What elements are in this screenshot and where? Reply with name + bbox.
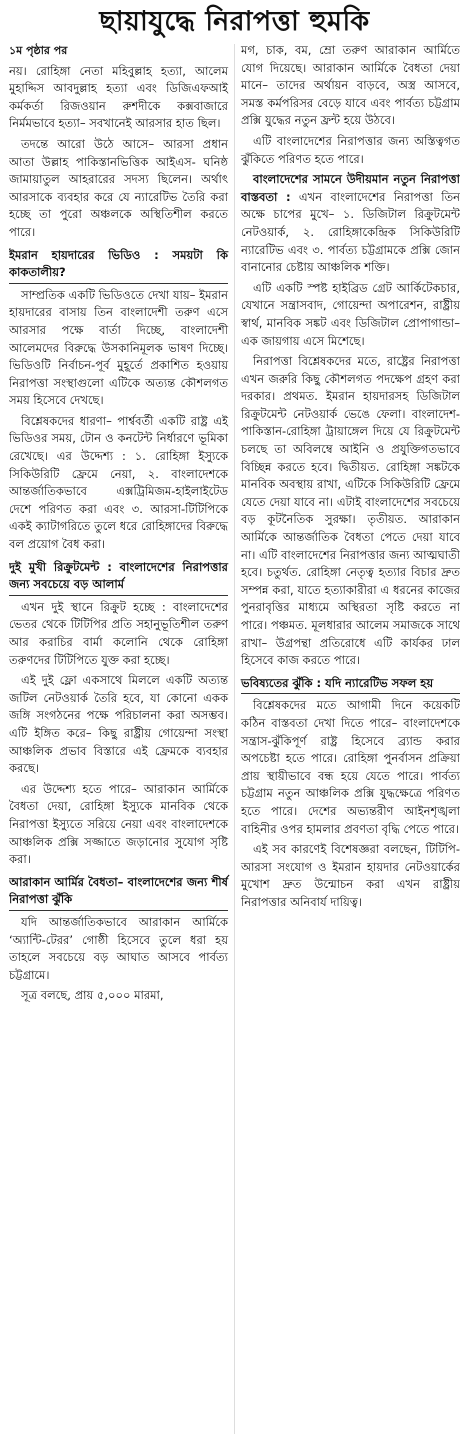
paragraph-text: এখন বাংলাদেশের নিরাপত্তা তিন অক্ষে চাপের মুখে– ১. ডিজিটাল রিক্রুটমেন্ট নেটওয়ার্ক, ২. রোহিঙ্গাকেন্দ্রিক সিকিউরিটি ন্যারেটিভ এবং ৩. পার্বত্য চট্টগ্রামকে প্রক্সি জোন বানানোর চেষ্টায় আঞ্চলিক শক্তি। [241, 189, 460, 275]
paragraph: এটি একটি স্পষ্ট হাইব্রিড গ্রেট আর্কিটেকচার, যেখানে সন্ত্রাসবাদ, গোয়েন্দা অপারেশন, রাষ্ট্রীয় স্বার্থ, মানবিক সঙ্কট এবং ডিজিটাল প্রোপাগান্ডা– এক জায়গায় এসে মিশেছে। [241, 280, 460, 348]
paragraph: যদি আন্তর্জাতিকভাবে আরাকান আর্মিকে ‘অ্যান্টি-টেরর’ গোষ্ঠী হিসেবে তুলে ধরা হয় তাহলে সবচেয়ে বড় আঘাত আসবে পার্বত্য চট্টগ্রামে। [9, 914, 228, 982]
paragraph: মগ, চাক, বম, ম্রো তরুণ আরাকান আর্মিতে যোগ দিয়েছে। আরাকান আর্মিকে বৈধতা দেয়া মানে– তাদের অর্থায়ন বাড়বে, অস্ত্র আসবে, সমস্ত কর্মপরিসর বেড়ে যাবে এবং পার্বত্য চট্টগ্রাম প্রক্সি যুদ্ধের নতুন ফ্রন্ট হয়ে উঠবে। [241, 43, 460, 128]
paragraph: নয়। রোহিঙ্গা নেতা মহিবুল্লাহ হত্যা, আলেম মুহাদ্দিস আবদুল্লাহ হত্যা এবং ডিজিএফআই কর্মকর্তা রিজওয়ান রুশদীকে কক্সবাজারে নির্মমভাবে হত্যা– সবখানেই আরসার হাত ছিল। [9, 63, 228, 131]
subheading: বাংলাদেশের সামনে উদীয়মান নতুন নিরাপত্তা বাস্তবতা : [241, 172, 460, 204]
paragraph-with-lead [241, 171, 460, 277]
paragraph: বিশ্লেষকদের ধারণা– পার্শ্ববর্তী একটি রাষ্ট্র এই ভিডিওর সময়, টোন ও কনটেন্ট নির্ধারণে ভূমিকা রেখেছে। এর উদ্দেশ্য : ১. রোহিঙ্গা ইস্যুকে সিকিউরিটি ফ্রেমে নেয়া, ২. বাংলাদেশকে আন্তর্জাতিকভাবে এক্সট্রিমিজম-হাইলাইটেড দেশে পরিণত করা এবং ৩. আরসা-টিটিপিকে একই ক্যাটাগরিতে তুলে ধরে রোহিঙ্গাদের বিরুদ্ধে বল প্রয়োগ বৈধ করা। [9, 413, 228, 552]
paragraph: সাম্প্রতিক একটি ভিডিওতে দেখা যায়– ইমরান হায়দারের বাসায় তিন বাংলাদেশী তরুণ এসে আরসার পক্ষে বার্তা দিচ্ছে, বাংলাদেশী আলেমদের বিরুদ্ধে উসকানিমূলক ভাষণ দিচ্ছে। ভিডিওটি নির্বাচন-পূর্ব মুহূর্তে প্রকাশিত হওয়ায় নিরাপত্তা সংস্থাগুলো এটিকে অত্যন্ত কৌশলগত সময় হিসেবে দেখছে। [9, 287, 228, 408]
paragraph: বিশ্লেষকদের মতে আগামী দিনে কয়েকটি কঠিন বাস্তবতা দেখা দিতে পারে– বাংলাদেশকে সন্ত্রাস-ঝুঁকিপূর্ণ রাষ্ট্র হিসেবে ব্র্যান্ড করার অপচেষ্টা হতে পারে। রোহিঙ্গা পুনর্বাসন প্রক্রিয়া প্রায় স্থায়ীভাবে বন্ধ হয়ে যেতে পারে। পার্বত্য চট্টগ্রাম নতুন আঞ্চলিক প্রক্সি যুদ্ধক্ষেত্রে পরিণত হতে পারে। দেশের অভ্যন্তরীণ আইনশৃঙ্খলা বাহিনীর ওপর হামলার প্রবণতা বৃদ্ধি পেতে পারে। [241, 698, 460, 836]
paragraph: এর উদ্দেশ্য হতে পারে– আরাকান আর্মিকে বৈধতা দেয়া, রোহিঙ্গা ইস্যুকে মানবিক থেকে নিরাপত্তা ইস্যুতে সরিয়ে নেয়া এবং বাংলাদেশকে আঞ্চলিক প্রক্সি সজ্জাতে জড়ানোর সুযোগ সৃষ্টি করা। [9, 781, 228, 867]
column-divider [234, 44, 235, 1434]
kicker: ১ম পৃষ্ঠার পর [9, 44, 68, 57]
paragraph: তদন্তে আরো উঠে আসে– আরসা প্রধান আতা উল্লাহ পাকিস্তানভিত্তিক আইএস- ঘনিষ্ঠ জামায়াতুল আহরারের সদস্য ছিলেন। অর্থাৎ আরসাকে ব্যবহার করে যে ন্যারেটিভ তৈরি করা হচ্ছে তা পুরো অঞ্চলকে অস্থিতিশীল করতে পারে। [9, 136, 228, 239]
headline: ছায়াযুদ্ধে নিরাপত্তা হুমকি [99, 6, 370, 37]
paragraph: সূত্র বলছে, প্রায় ৫,০০০ মারমা, [21, 988, 164, 1003]
paragraph: এখন দুই স্থানে রিক্রুট হচ্ছে : বাংলাদেশের ভেতর থেকে টিটিপির প্রতি সহানুভূতিশীল তরুণ আর করাচির বার্মা কলোনি থেকে রোহিঙ্গা তরুণদের টিটিপিতে যুক্ত করা হচ্ছে। [9, 599, 228, 667]
subheading: আরাকান আর্মির বৈধতা– বাংলাদেশের জন্য শীর্ষ নিরাপত্তা ঝুঁকি [9, 874, 228, 911]
paragraph: নিরাপত্তা বিশ্লেষকদের মতে, রাষ্ট্রের নিরাপত্তা এখন জরুরি কিছু কৌশলগত পদক্ষেপ গ্রহণ করা দরকার। প্রথমত. ইমরান হায়দারসহ ডিজিটাল রিক্রুটমেন্ট নেটওয়ার্ক ভেঙে ফেলা। বাংলাদেশ-পাকিস্তান-রোহিঙ্গা ট্রায়াঙ্গেল দিয়ে যে রিক্রুটমেন্ট চলছে তা অবিলম্বে আইনি ও প্রযুক্তিগতভাবে বিচ্ছিন্ন করতে হবে। দ্বিতীয়ত. রোহিঙ্গা সঙ্কটকে মানবিক অবস্থায় রাখা, এটিকে সিকিউরিটি ফ্রেমে যেতে দেয়া যাবে না। এটাই বাংলাদেশের সবচেয়ে বড় কূটনৈতিক সুরক্ষা। তৃতীয়ত. আরাকান আর্মিকে আন্তর্জাতিক বৈধতা পেতে দেয়া যাবে না। এটি বাংলাদেশের নিরাপত্তার জন্য আত্মঘাতী হবে। চতুর্থত. রোহিঙ্গা নেতৃত্ব হত্যার বিচার দ্রুত সম্পন্ন করা, যাতে হত্যাকারীরা এ ধরনের কাজের পুনরাবৃত্তির মাধ্যমে অস্থিরতা সৃষ্টি করতে না পারে। পঞ্চমত. মূলধারার আলেম সমাজকে সাথে রাখা– উগ্রপন্থা প্রতিরোধে এটি কার্যকর ঢাল হিসেবে কাজ করতে পারে। [241, 354, 460, 668]
subheading: দুই মুখী রিক্রুটমেন্ট : বাংলাদেশের নিরাপত্তার জন্য সবচেয়ে বড় আলার্ম [9, 559, 228, 596]
subheading: ভবিষ্যতের ঝুঁকি : যদি ন্যারেটিভ সফল হয় [241, 675, 460, 695]
column-right [241, 42, 460, 1432]
paragraph: এই সব কারণেই বিশেষজ্ঞরা বলছেন, টিটিপি-আরসা সংযোগ ও ইমরান হায়দার নেটওয়ার্কের মুখোশ দ্রুত উন্মোচন করা এখন রাষ্ট্রীয় নিরাপত্তার অনিবার্য দায়িত্ব। [241, 842, 460, 909]
paragraph: এই দুই ফ্লো একসাথে মিললে একটি অত্যন্ত জটিল নেটওয়ার্ক তৈরি হবে, যা কোনো একক জঙ্গি সংগঠনের পক্ষে পরিচালনা করা অসম্ভব। এটি ইঙ্গিত করে– কিছু রাষ্ট্রীয় গোয়েন্দা সংস্থা আঞ্চলিক প্রভাব বিস্তারে এই ফ্রেমকে ব্যবহার করছে। [9, 673, 228, 776]
subheading: ইমরান হায়দারের ভিডিও : সময়টা কি কাকতালীয়? [9, 247, 228, 284]
column-left [9, 42, 228, 1432]
paragraph: এটি বাংলাদেশের নিরাপত্তার জন্য অস্তিত্বগত ঝুঁকিতে পরিণত হতে পারে। [241, 133, 460, 166]
